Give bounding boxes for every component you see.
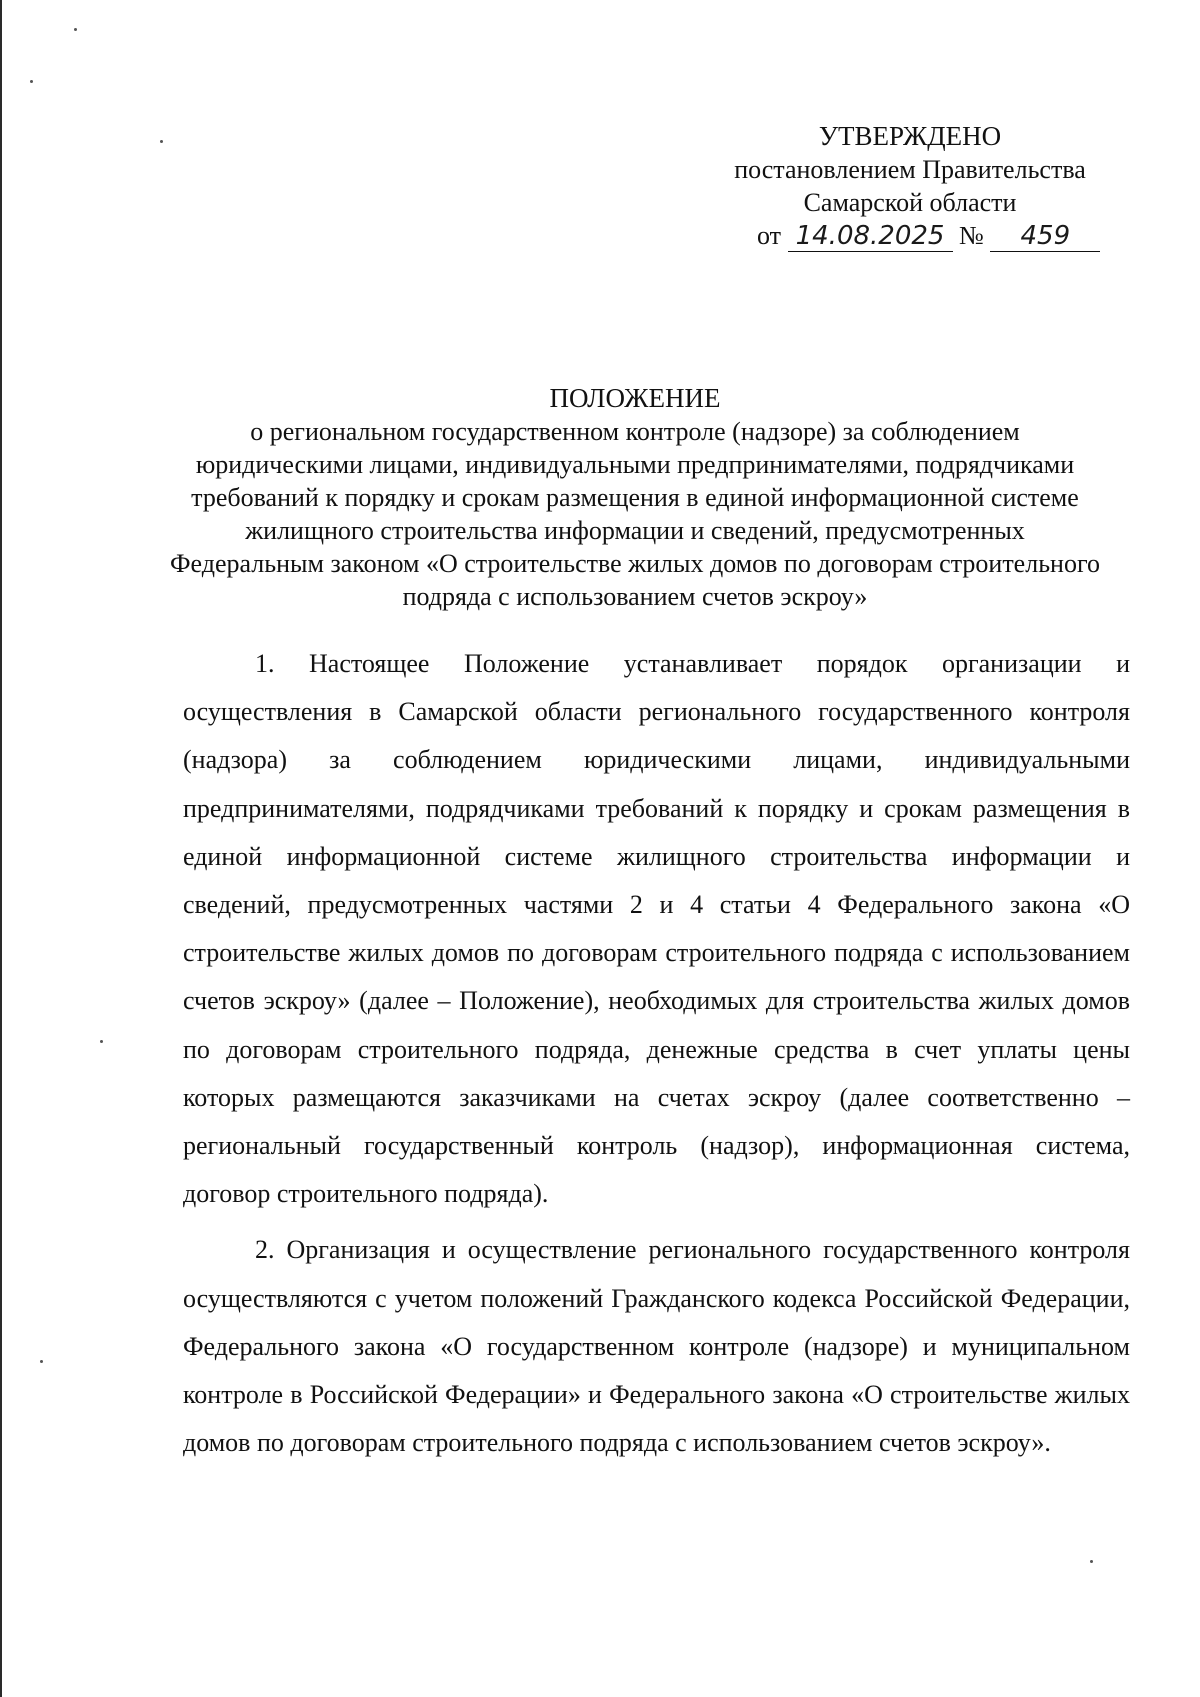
document-body bbox=[183, 640, 1130, 1467]
scan-speck bbox=[74, 28, 77, 31]
approval-date-line bbox=[700, 219, 1120, 252]
handwritten-date: 14.08.2025 bbox=[788, 221, 953, 252]
scan-speck bbox=[100, 1040, 103, 1043]
approval-line: постановлением Правительства bbox=[734, 155, 1086, 184]
approval-heading: УТВЕРЖДЕНО bbox=[818, 121, 1002, 151]
scan-speck bbox=[30, 80, 33, 83]
paragraph: 2. Организация и осуществление регионального государственного контроля осуществляются с учетом положений Гражданского кодекса Российской Федерации, Федерального закона «О государственном контроле (надзоре) и муниципальном контроле в Российской Федерации» и Федерального закона «О строительстве жилых домов по договорам строительного подряда с использованием счетов эскроу». bbox=[183, 1235, 1130, 1458]
scan-left-edge bbox=[0, 0, 2, 1697]
document-title bbox=[170, 382, 1100, 613]
scan-speck bbox=[40, 1360, 43, 1363]
handwritten-number: 459 bbox=[990, 221, 1100, 252]
title-subtitle: о региональном государственном контроле (надзоре) за соблюдением юридическими лицами, индивидуальными предпринимателями, подрядчиками требований к порядку и срокам размещения в единой информационной системе жилищного строительства информации и сведений, предусмотренных Федеральным законом «О строительстве жилых домов по договорам строительного подряда с использованием счетов эскроу» bbox=[170, 417, 1100, 611]
date-prefix: от bbox=[757, 221, 782, 250]
number-prefix: № bbox=[959, 221, 984, 250]
scan-speck bbox=[1090, 1560, 1093, 1563]
approval-block bbox=[700, 120, 1120, 252]
paragraph: 1. Настоящее Положение устанавливает порядок организации и осуществления в Самарской области регионального государственного контроля (надзора) за соблюдением юридическими лицами, индивидуальными предпринимателями, подрядчиками требований к порядку и срокам размещения в единой информационной системе жилищного строительства информации и сведений, предусмотренных частями 2 и 4 статьи 4 Федерального закона «О строительстве жилых домов по договорам строительного подряда с использованием счетов эскроу» (далее – Положение), необходимых для строительства жилых домов по договорам строительного подряда, денежные средства в счет уплаты цены которых размещаются заказчиками на счетах эскроу (далее соответственно – региональный государственный контроль (надзор), информационная система, договор строительного подряда). bbox=[183, 649, 1130, 1209]
title-heading: ПОЛОЖЕНИЕ bbox=[549, 383, 721, 413]
scan-speck bbox=[160, 140, 163, 143]
approval-line: Самарской области bbox=[803, 188, 1017, 217]
